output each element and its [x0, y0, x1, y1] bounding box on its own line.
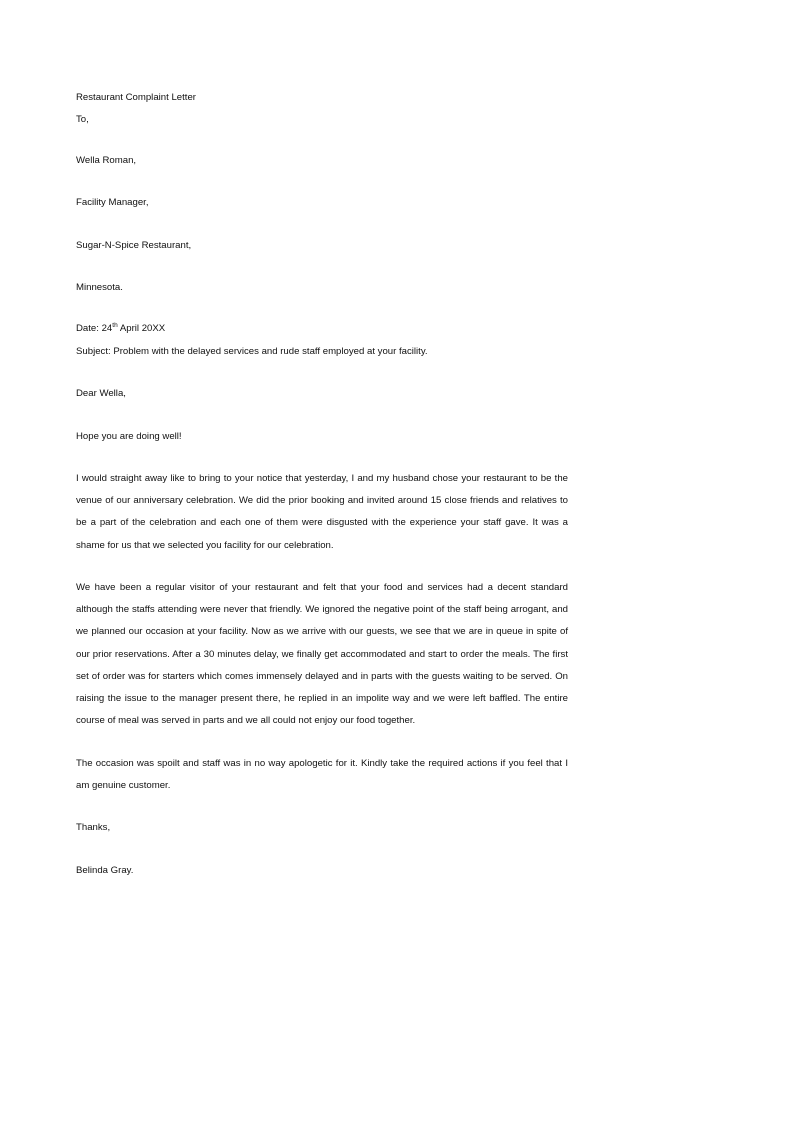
closing: Thanks,: [76, 822, 111, 833]
to-line: To,: [76, 114, 89, 125]
recipient-company: Sugar-N-Spice Restaurant,: [76, 240, 192, 251]
signature: Belinda Gray.: [76, 865, 134, 876]
body-paragraph-2: We have been a regular visitor of your restaurant and felt that your food and services had a decent standard although the staffs attending were never that friendly. We ignored the negative point of the staff being arrogant, and we planned our occasion at your facility. Now as we arrive with our guests, we see that we are in queue in spite of our prior reservations. After a 30 minutes delay, we finally get accommodated and start to order the meals. The first set of order was for starters which comes immensely delayed and in parts with the guests waiting to be served. On raising the issue to the manager present there, he replied in an impolite way and we were left baffled. The entire course of meal was served in parts and we all could not enjoy our food together.: [76, 582, 568, 727]
recipient-title: Facility Manager,: [76, 197, 149, 208]
date-ordinal-suffix: th: [112, 321, 118, 329]
date-rest: April 20XX: [117, 323, 166, 334]
greeting: Hope you are doing well!: [76, 431, 182, 442]
recipient-location: Minnesota.: [76, 282, 123, 293]
salutation: Dear Wella,: [76, 388, 126, 399]
date-line: [76, 323, 165, 335]
body-paragraph-3: The occasion was spoilt and staff was in no way apologetic for it. Kindly take the required actions if you feel that I am genuine customer.: [76, 758, 568, 792]
body-paragraph-1: I would straight away like to bring to your notice that yesterday, I and my husband chose your restaurant to be the venue of our anniversary celebration. We did the prior booking and invited around 15 close friends and relatives to be a part of the celebration and each one of them were disgusted with the experience your staff gave. It was a shame for us that we selected you facility for our celebration.: [76, 473, 568, 551]
subject-line: Subject: Problem with the delayed services and rude staff employed at your facility.: [76, 346, 428, 357]
letter-heading: Restaurant Complaint Letter: [76, 92, 196, 103]
recipient-name: Wella Roman,: [76, 155, 137, 166]
date-prefix: Date: 24: [76, 323, 113, 334]
